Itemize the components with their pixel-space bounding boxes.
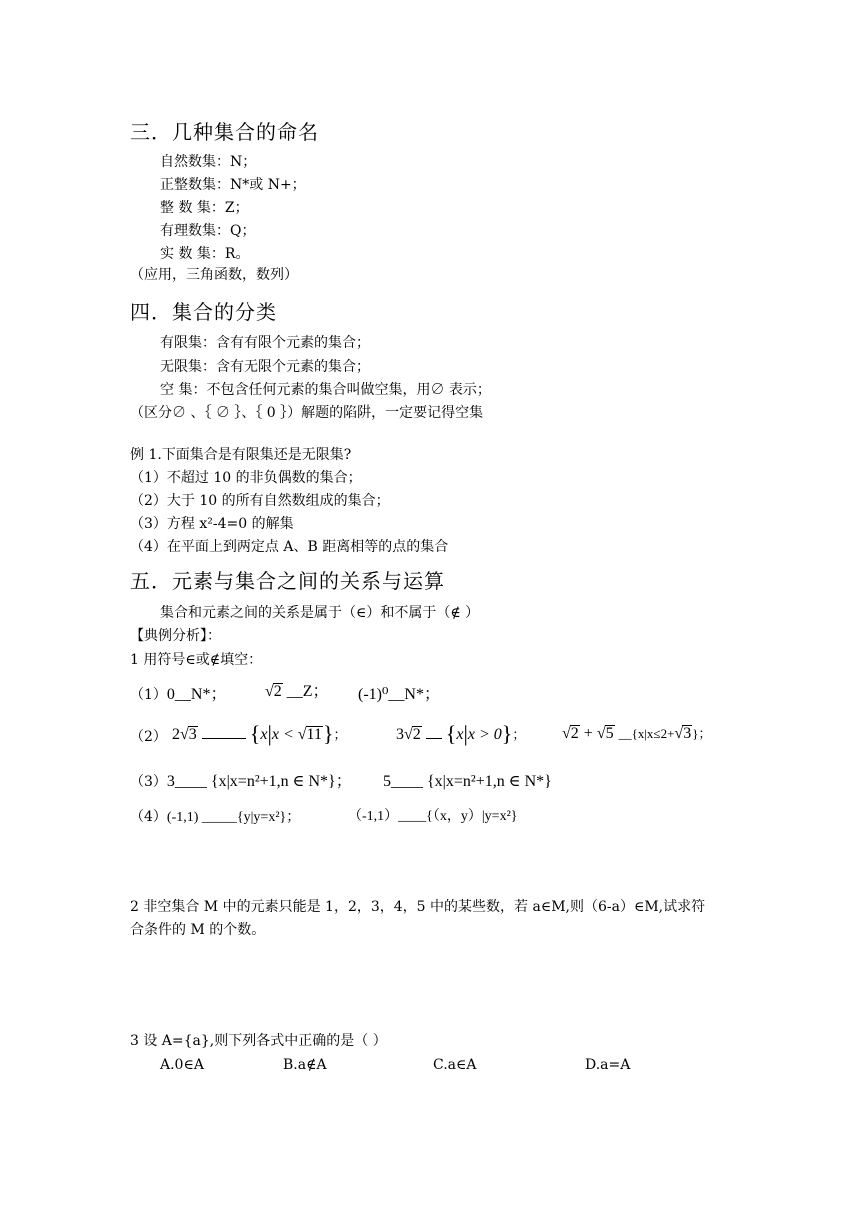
example-1-item-1: （1）不超过 10 的非负偶数的集合； [130,470,362,486]
q1-row-4: （4）(-1,1) _____{y|y=x²}； [130,809,301,825]
q1-row-1 [130,685,226,705]
q1-r1-b: √2 __Z； [265,683,329,700]
naming-line-4: 有理数集：Q； [160,223,256,239]
example-1-title: 例 1.下面集合是有限集还是无限集? [130,447,352,463]
classification-line-2: 无限集：含有无限个元素的集合； [160,359,370,375]
q3-option-a: A.0∈A [160,1057,204,1073]
section-3-title: 三．几种集合的命名 [130,120,319,144]
classification-line-3: 空 集：不包含任何元素的集合叫做空集，用∅ 表示； [160,382,491,398]
q1-r2-a: 2√3 {x|x < √11}； [172,721,347,746]
naming-line-1: 自然数集：N； [160,154,257,170]
question-1-stem: 1 用符号∈或∉填空： [130,652,263,668]
section-4-note: （区分∅ 、｛ ∅ ｝、｛ 0 ｝）解题的陷阱，一定要记得空集 [130,405,484,421]
example-1-item-4: （4）在平面上到两定点 A、B 距离相等的点的集合 [130,539,449,555]
naming-line-5: 实 数 集：R。 [160,246,250,262]
q1-row-2-label: （2） [130,729,167,745]
naming-line-2: 正整数集：N*或 N+； [160,177,306,193]
classification-line-1: 有限集：含有有限个元素的集合； [160,335,370,351]
q1-r4-b: （-1,1）____{（x，y）|y=x²} [348,809,518,824]
q1-r2-b: 3√2 {x|x > 0}； [396,721,526,746]
question-2-line-2: 合条件的 M 的个数。 [130,922,266,938]
q1-r3-b: 5____ {x|x=n²+1,n ∈ N*} [383,773,552,790]
q1-r2-c: √2 + √5 __{x|x≤2+√3}； [562,725,712,742]
section-5-title: 五．元素与集合之间的关系与运算 [130,569,445,593]
q1-r4-a: (-1,1) _____{y|y=x²}； [166,810,301,825]
q3-option-c: C.a∈A [433,1057,477,1073]
naming-line-3: 整 数 集：Z； [160,200,249,216]
question-2-line-1: 2 非空集合 M 中的元素只能是 1，2，3，4，5 中的某些数，若 a∈M,则（6-a）∈M,试求符 [130,899,706,915]
q3-option-d: D.a=A [585,1057,631,1073]
q1-r3-a: 3____ {x|x=n²+1,n ∈ N*}； [166,773,352,790]
section-3-note: （应用，三角函数，数列） [130,267,298,283]
typical-analysis-heading: 【典例分析】： [130,628,221,644]
section-4-title: 四．集合的分类 [130,300,277,324]
example-1-item-2: （2）大于 10 的所有自然数组成的集合； [130,493,390,509]
q1-r1-c: (-1)⁰__N*； [358,686,440,703]
question-3-stem: 3 设 A={a},则下列各式中正确的是（ ） [130,1033,387,1049]
example-1-item-3: （3）方程 x²-4=0 的解集 [130,516,294,532]
row-label: （1） [130,687,167,703]
section-5-intro: 集合和元素之间的关系是属于（∈）和不属于（∉ ） [160,605,480,621]
q1-row-3: （3）3____ {x|x=n²+1,n ∈ N*}； [130,773,352,790]
q1-r1-a: 0__N*； [166,686,227,703]
q3-option-b: B.a∉A [283,1057,327,1073]
